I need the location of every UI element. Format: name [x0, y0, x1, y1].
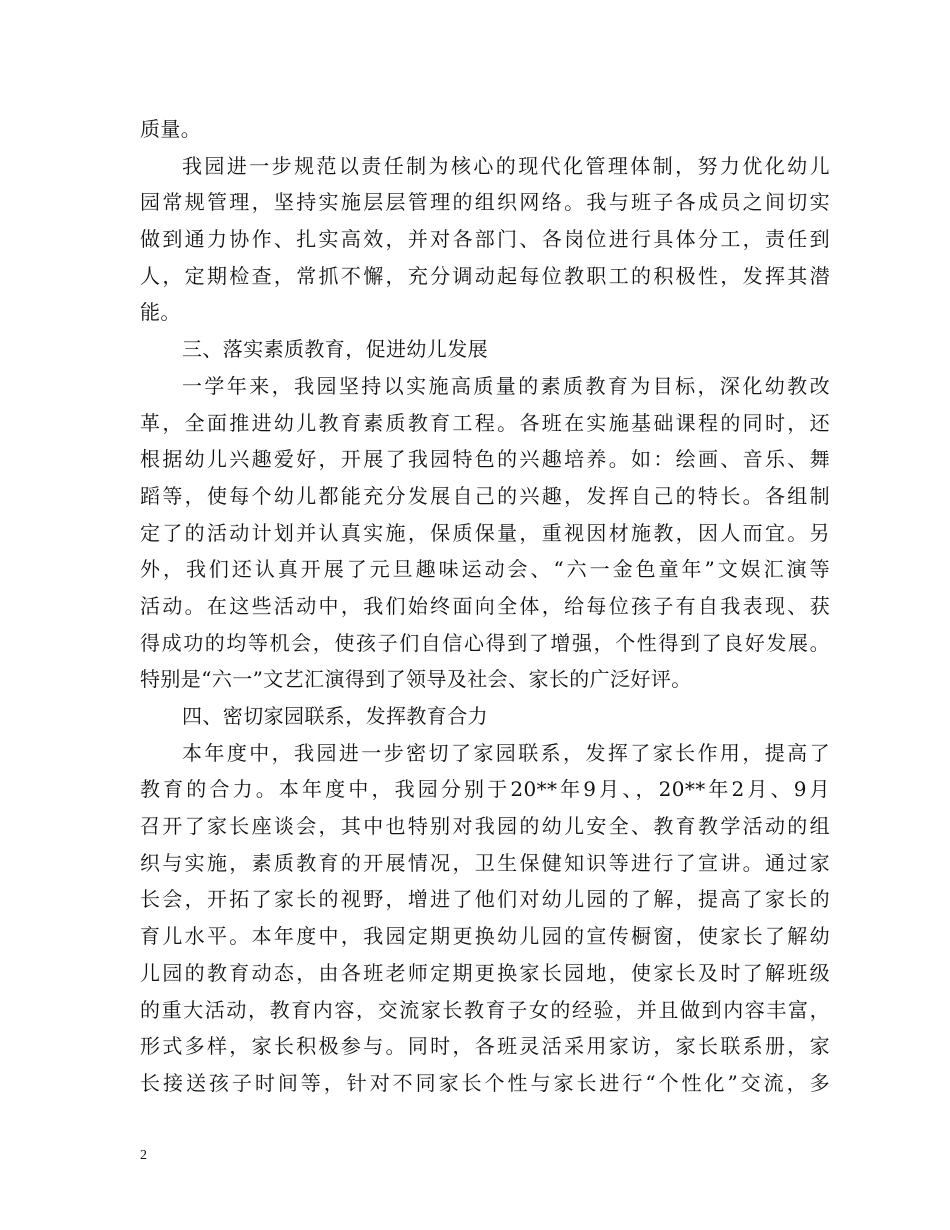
text-line: 特别是“六一”文艺汇演得到了领导及社会、家长的广泛好评。 — [140, 667, 692, 692]
text-line: 形式多样，家长积极参与。同时，各班灵活采用家访，家长联系册，家 — [140, 1034, 830, 1059]
text-line: 革，全面推进幼儿教育素质教育工程。各班在实施基础课程的同时，还 — [140, 410, 830, 435]
text-line: 育儿水平。本年度中，我园定期更换幼儿园的宣传橱窗，使家长了解幼 — [140, 924, 830, 949]
text-line: 根据幼儿兴趣爱好，开展了我园特色的兴趣培养。如：绘画、音乐、舞 — [140, 447, 830, 472]
text-line: 的重大活动，教育内容，交流家长教育子女的经验，并且做到内容丰富， — [140, 997, 830, 1022]
text-line: 人，定期检查，常抓不懈，充分调动起每位教职工的积极性，发挥其潜 — [140, 263, 830, 288]
section-heading: 四、密切家园联系，发挥教育合力 — [182, 704, 488, 728]
body-text — [140, 111, 830, 1102]
text-line: 织与实施，素质教育的开展情况，卫生保健知识等进行了宣讲。通过家 — [140, 850, 830, 875]
text-line: 质量。 — [140, 117, 202, 141]
paragraph-start-line: 我园进一步规范以责任制为核心的现代化管理体制，努力优化幼儿 — [182, 153, 830, 178]
text-line: 长接送孩子时间等，针对不同家长个性与家长进行“个性化”交流，多 — [140, 1070, 830, 1095]
text-line: 教育的合力。本年度中，我园分别于20**年9月、，20**年2月、9月 — [140, 777, 830, 802]
text-line: 长会，开拓了家长的视野，增进了他们对幼儿园的了解，提高了家长的 — [140, 887, 830, 912]
page-number: 2 — [140, 1148, 147, 1163]
section-heading: 三、落实素质教育，促进幼儿发展 — [182, 337, 488, 362]
text-line: 能。 — [140, 300, 181, 325]
paragraph-start-line: 本年度中，我园进一步密切了家园联系，发挥了家长作用，提高了 — [182, 740, 830, 765]
text-line: 蹈等，使每个幼儿都能充分发展自己的兴趣，发挥自己的特长。各组制 — [140, 483, 830, 508]
text-line: 定了的活动计划并认真实施，保质保量，重视因材施教，因人而宜。另 — [140, 520, 830, 545]
text-line: 召开了家长座谈会，其中也特别对我园的幼儿安全、教育教学活动的组 — [140, 814, 830, 839]
text-line: 外，我们还认真开展了元旦趣味运动会、“六一金色童年”文娱汇演等 — [140, 557, 830, 582]
text-line: 得成功的均等机会，使孩子们自信心得到了增强，个性得到了良好发展。 — [140, 630, 830, 655]
paragraph-start-line: 一学年来，我园坚持以实施高质量的素质教育为目标，深化幼教改 — [182, 373, 830, 398]
text-line: 园常规管理，坚持实施层层管理的组织网络。我与班子各成员之间切实 — [140, 190, 830, 215]
text-line: 活动。在这些活动中，我们始终面向全体，给每位孩子有自我表现、获 — [140, 593, 830, 618]
text-line: 儿园的教育动态，由各班老师定期更换家长园地，使家长及时了解班级 — [140, 960, 830, 985]
text-line: 做到通力协作、扎实高效，并对各部门、各岗位进行具体分工，责任到 — [140, 227, 830, 252]
